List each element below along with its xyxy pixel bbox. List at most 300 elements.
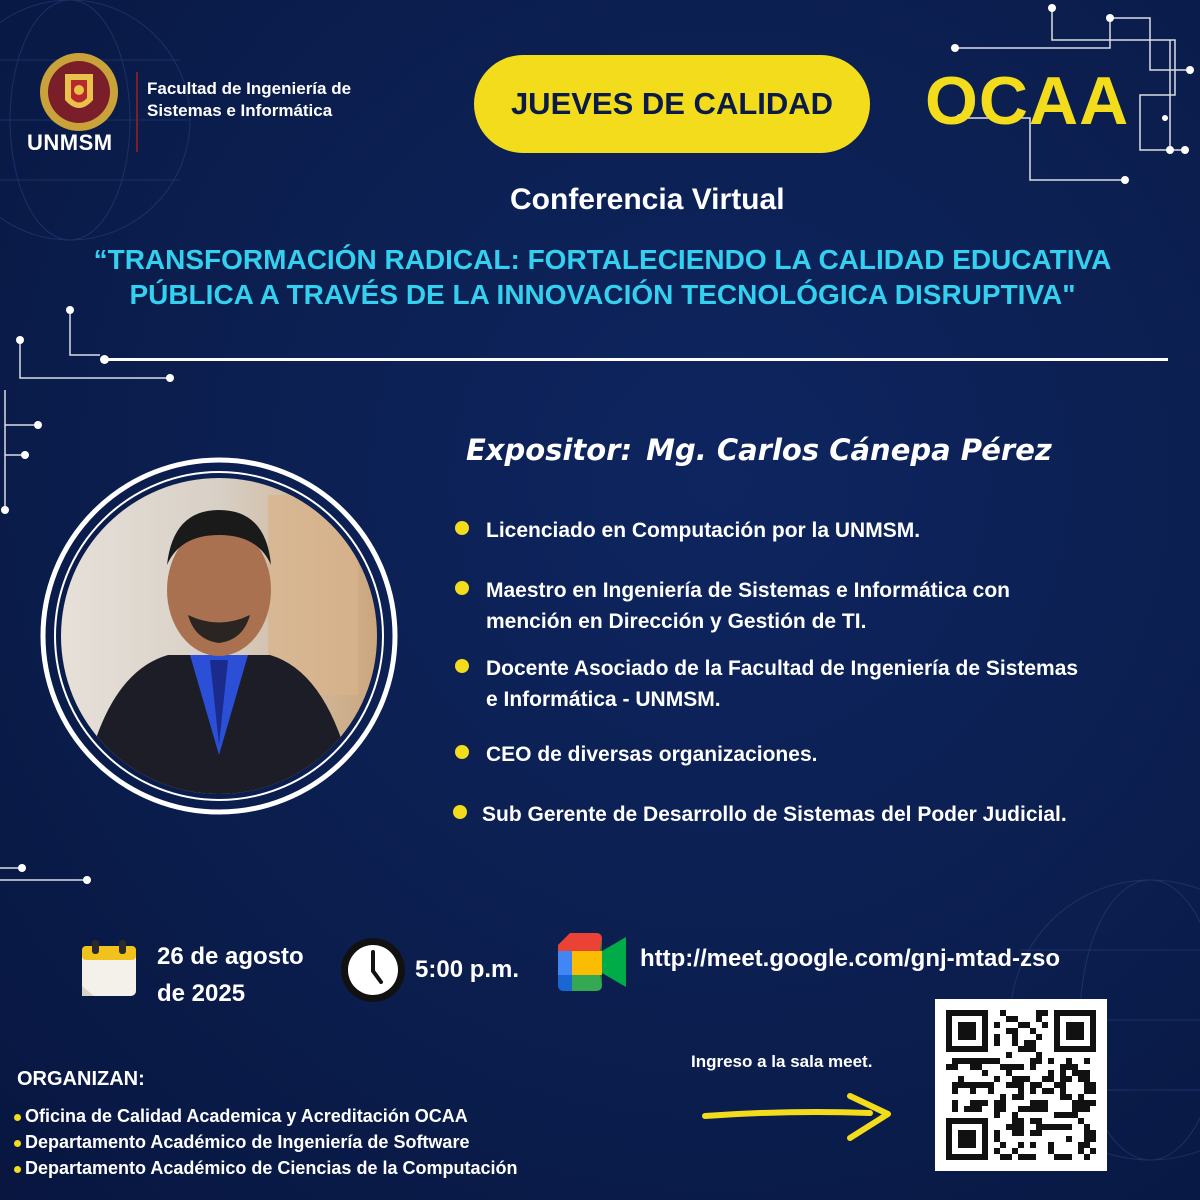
logo-divider — [136, 72, 138, 152]
qr-module — [1018, 1022, 1024, 1028]
qr-module — [964, 1130, 970, 1136]
qr-module — [1024, 1046, 1030, 1052]
qr-module — [982, 1070, 988, 1076]
qr-module — [1018, 1082, 1024, 1088]
qr-module — [994, 1076, 1000, 1082]
qr-module — [964, 1082, 970, 1088]
qr-module — [946, 1034, 952, 1040]
qr-module — [1084, 1106, 1090, 1112]
qr-module — [946, 1028, 952, 1034]
qr-module — [1084, 1070, 1090, 1076]
google-meet-icon — [556, 931, 628, 993]
qr-module — [994, 1106, 1000, 1112]
qr-module — [1066, 1028, 1072, 1034]
qr-module — [1066, 1046, 1072, 1052]
qr-module — [1000, 1094, 1006, 1100]
qr-module — [964, 1106, 970, 1112]
qr-module — [1030, 1064, 1036, 1070]
qr-module — [982, 1130, 988, 1136]
qr-module — [1018, 1130, 1024, 1136]
qr-module — [1072, 1034, 1078, 1040]
qr-module — [1048, 1148, 1054, 1154]
qr-module — [976, 1010, 982, 1016]
qr-module — [970, 1154, 976, 1160]
qr-module — [1030, 1130, 1036, 1136]
qr-module — [1084, 1076, 1090, 1082]
qr-module — [988, 1088, 994, 1094]
qr-module — [1036, 1034, 1042, 1040]
qr-module — [1060, 1046, 1066, 1052]
qr-module — [1030, 1088, 1036, 1094]
qr-module — [1084, 1100, 1090, 1106]
qr-module — [1006, 1028, 1012, 1034]
qr-module — [1036, 1058, 1042, 1064]
qr-module — [1000, 1064, 1006, 1070]
qr-module — [1012, 1124, 1018, 1130]
qr-module — [1048, 1124, 1054, 1130]
qr-module — [1024, 1154, 1030, 1160]
title-divider — [102, 358, 1168, 361]
qr-module — [1012, 1064, 1018, 1070]
qr-module — [958, 1028, 964, 1034]
qr-module — [1090, 1010, 1096, 1016]
qr-module — [1006, 1154, 1012, 1160]
qr-module — [1000, 1106, 1006, 1112]
qr-module — [946, 1118, 952, 1124]
qr-module — [1084, 1058, 1090, 1064]
qr-module — [1018, 1088, 1024, 1094]
bullet-dot — [455, 581, 469, 595]
qr-module — [958, 1058, 964, 1064]
qr-module — [1012, 1028, 1018, 1034]
qr-module — [1060, 1076, 1066, 1082]
qr-module — [1018, 1046, 1024, 1052]
qr-module — [1042, 1124, 1048, 1130]
qr-module — [1060, 1082, 1066, 1088]
qr-module — [1084, 1088, 1090, 1094]
qr-module — [1024, 1076, 1030, 1082]
qr-module — [964, 1010, 970, 1016]
organizers-title: ORGANIZAN: — [17, 1068, 145, 1090]
qr-module — [1036, 1010, 1042, 1016]
qr-module — [982, 1040, 988, 1046]
qr-module — [958, 1010, 964, 1016]
qr-module — [1072, 1010, 1078, 1016]
qr-module — [1030, 1118, 1036, 1124]
qr-module — [1054, 1034, 1060, 1040]
qr-module — [958, 1154, 964, 1160]
qr-module — [1066, 1022, 1072, 1028]
qr-module — [970, 1088, 976, 1094]
qr-module — [970, 1082, 976, 1088]
qr-module — [1078, 1094, 1084, 1100]
qr-module — [1018, 1064, 1024, 1070]
qr-module — [1072, 1022, 1078, 1028]
qr-module — [1036, 1100, 1042, 1106]
qr-module — [946, 1064, 952, 1070]
qr-module — [1078, 1148, 1084, 1154]
qr-module — [1084, 1136, 1090, 1142]
qr-module — [982, 1100, 988, 1106]
qr-module — [1090, 1088, 1096, 1094]
qr-module — [1078, 1022, 1084, 1028]
qr-module — [976, 1154, 982, 1160]
qr-module — [952, 1088, 958, 1094]
qr-module — [1012, 1082, 1018, 1088]
meet-link[interactable]: http://meet.google.com/gnj-mtad-zso — [640, 945, 1060, 972]
qr-module — [1036, 1130, 1042, 1136]
qr-module — [1036, 1118, 1042, 1124]
qr-module — [994, 1040, 1000, 1046]
qr-module — [982, 1118, 988, 1124]
qr-module — [1072, 1070, 1078, 1076]
qr-module — [964, 1142, 970, 1148]
speaker-name: Mg. Carlos Cánepa Pérez — [646, 433, 1052, 467]
qr-module — [1006, 1064, 1012, 1070]
meet-qr-code[interactable] — [935, 999, 1107, 1171]
qr-module — [958, 1142, 964, 1148]
event-poster: UNMSM Facultad de Ingeniería de Sistemas e Informática JUEVES DE CALIDAD OCAA Conferencia Virtual “TRANSFORMACIÓN RADICAL: FORTALECIENDO LA CALIDAD EDUCATIVA PÚBLICA A TRAVÉS DE LA INNOVACIÓN TECNOLÓGICA DISRUPTIVA" Expositor: Mg. Carlos Cánepa Pérez Licenciado en Computación por la UNMSM. Maestro en Ingeniería de Sistemas e Informática con mención en Dirección y Gestión de TI. Docente Asociado de la Facultad de Ingeniería de Sistemas e Informática - UNMSM. CEO de diversas organizaciones. Sub Gerente de Desarrollo de Sistemas del Poder Judicial. 26 de agosto de 2025 5:00 p.m. http://meet.google.com/gnj-mtad-zso ORGANIZAN: Oficina de Calidad Academica y Acreditación OCAA Departamento Académico de Ingeniería de Software Departamento Académico de Ciencias de la Computación Ingreso a la sala meet. — [0, 0, 1200, 1200]
qr-module — [946, 1040, 952, 1046]
qr-module — [1030, 1082, 1036, 1088]
qr-module — [1030, 1040, 1036, 1046]
qr-module — [982, 1010, 988, 1016]
qr-module — [946, 1010, 952, 1016]
qr-module — [982, 1016, 988, 1022]
qr-module — [1000, 1010, 1006, 1016]
qr-module — [1018, 1124, 1024, 1130]
qr-module — [976, 1106, 982, 1112]
qr-code-pattern — [935, 999, 1107, 1171]
qr-module — [1018, 1076, 1024, 1082]
qr-module — [1072, 1100, 1078, 1106]
qr-module — [1078, 1046, 1084, 1052]
qr-module — [1066, 1058, 1072, 1064]
qr-module — [958, 1082, 964, 1088]
qr-module — [982, 1028, 988, 1034]
qr-module — [1078, 1070, 1084, 1076]
qr-module — [1066, 1094, 1072, 1100]
qr-module — [952, 1046, 958, 1052]
qr-module — [1090, 1028, 1096, 1034]
qr-module — [958, 1046, 964, 1052]
bullet-dot — [455, 745, 469, 759]
qr-module — [1006, 1016, 1012, 1022]
qr-module — [1060, 1070, 1066, 1076]
qr-module — [1012, 1034, 1018, 1040]
qr-module — [952, 1058, 958, 1064]
qr-module — [1042, 1010, 1048, 1016]
qr-module — [1060, 1094, 1066, 1100]
qr-module — [1036, 1016, 1042, 1022]
bullet-dot — [455, 521, 469, 535]
qr-module — [1078, 1028, 1084, 1034]
qr-module — [1066, 1136, 1072, 1142]
calendar-icon — [80, 938, 138, 998]
qr-module — [958, 1022, 964, 1028]
qr-module — [1024, 1106, 1030, 1112]
qr-module — [1012, 1094, 1018, 1100]
qr-module — [1012, 1112, 1018, 1118]
qr-module — [970, 1010, 976, 1016]
qr-module — [1048, 1076, 1054, 1082]
qr-module — [982, 1022, 988, 1028]
qr-module — [1072, 1064, 1078, 1070]
qr-module — [946, 1016, 952, 1022]
organizers-list — [14, 1103, 517, 1181]
speaker-photo — [38, 455, 400, 817]
qr-module — [1072, 1112, 1078, 1118]
qr-module — [952, 1106, 958, 1112]
qr-module — [1072, 1028, 1078, 1034]
qr-module — [958, 1130, 964, 1136]
qr-module — [1054, 1154, 1060, 1160]
qr-module — [1042, 1022, 1048, 1028]
qr-module — [1018, 1142, 1024, 1148]
qr-module — [1060, 1088, 1066, 1094]
qr-module — [1018, 1094, 1024, 1100]
qr-module — [1084, 1130, 1090, 1136]
qr-module — [1066, 1034, 1072, 1040]
qr-module — [1066, 1076, 1072, 1082]
qr-module — [1090, 1034, 1096, 1040]
qr-module — [1054, 1022, 1060, 1028]
qr-module — [976, 1064, 982, 1070]
qr-module — [1084, 1124, 1090, 1130]
qr-module — [1000, 1100, 1006, 1106]
qr-module — [1042, 1100, 1048, 1106]
qr-module — [1078, 1076, 1084, 1082]
qr-module — [1036, 1052, 1042, 1058]
qr-module — [982, 1148, 988, 1154]
qr-module — [970, 1136, 976, 1142]
qr-module — [1090, 1100, 1096, 1106]
qr-module — [982, 1124, 988, 1130]
qr-module — [1078, 1100, 1084, 1106]
qr-module — [946, 1136, 952, 1142]
qr-module — [1030, 1046, 1036, 1052]
qr-module — [1072, 1046, 1078, 1052]
qr-module — [946, 1130, 952, 1136]
qr-module — [976, 1082, 982, 1088]
event-date: 26 de agosto de 2025 — [157, 943, 304, 1007]
qr-module — [952, 1154, 958, 1160]
qr-module — [982, 1082, 988, 1088]
qr-module — [958, 1136, 964, 1142]
qr-module — [958, 1034, 964, 1040]
qr-module — [976, 1046, 982, 1052]
qr-module — [958, 1076, 964, 1082]
qr-module — [1024, 1022, 1030, 1028]
qr-module — [1060, 1154, 1066, 1160]
qr-module — [1030, 1028, 1036, 1034]
qr-label: Ingreso a la sala meet. — [691, 1052, 873, 1071]
qr-module — [1048, 1088, 1054, 1094]
qr-module — [1054, 1046, 1060, 1052]
qr-module — [1012, 1130, 1018, 1136]
qr-module — [982, 1154, 988, 1160]
qr-module — [970, 1046, 976, 1052]
qr-module — [994, 1022, 1000, 1028]
qr-module — [994, 1148, 1000, 1154]
conference-type-text: Conferencia Virtual — [510, 183, 785, 216]
qr-module — [964, 1022, 970, 1028]
qr-module — [1078, 1106, 1084, 1112]
qr-module — [946, 1046, 952, 1052]
qr-module — [1060, 1112, 1066, 1118]
qr-module — [946, 1124, 952, 1130]
qr-module — [994, 1130, 1000, 1136]
qr-module — [1030, 1142, 1036, 1148]
qr-module — [1078, 1142, 1084, 1148]
qr-module — [1078, 1034, 1084, 1040]
qr-module — [970, 1130, 976, 1136]
qr-module — [1036, 1106, 1042, 1112]
qr-module — [976, 1118, 982, 1124]
qr-module — [1030, 1058, 1036, 1064]
qr-module — [1006, 1124, 1012, 1130]
qr-module — [994, 1136, 1000, 1142]
qr-module — [1018, 1154, 1024, 1160]
speaker-heading — [466, 433, 1052, 467]
qr-module — [1012, 1016, 1018, 1022]
qr-module — [970, 1100, 976, 1106]
qr-module — [1012, 1118, 1018, 1124]
qr-module — [1090, 1082, 1096, 1088]
qr-module — [946, 1022, 952, 1028]
qr-module — [994, 1034, 1000, 1040]
qr-module — [1078, 1118, 1084, 1124]
qr-module — [1090, 1148, 1096, 1154]
qr-module — [1000, 1142, 1006, 1148]
qr-module — [1072, 1106, 1078, 1112]
qr-module — [1042, 1076, 1048, 1082]
qr-module — [1084, 1046, 1090, 1052]
qr-module — [964, 1154, 970, 1160]
jueves-de-calidad-badge: JUEVES DE CALIDAD — [474, 55, 870, 153]
qr-module — [1012, 1040, 1018, 1046]
qr-module — [982, 1142, 988, 1148]
qr-module — [1036, 1124, 1042, 1130]
qr-module — [970, 1142, 976, 1148]
qr-module — [1066, 1124, 1072, 1130]
qr-module — [1006, 1052, 1012, 1058]
list-item: Departamento Académico de Ciencias de la Computación — [14, 1155, 517, 1181]
qr-module — [1054, 1016, 1060, 1022]
qr-module — [1066, 1154, 1072, 1160]
qr-module — [982, 1136, 988, 1142]
qr-module — [1090, 1046, 1096, 1052]
qr-module — [1090, 1130, 1096, 1136]
unmsm-seal-logo — [38, 50, 120, 134]
qr-module — [1084, 1142, 1090, 1148]
qr-module — [1036, 1082, 1042, 1088]
qr-module — [982, 1034, 988, 1040]
qr-module — [1084, 1082, 1090, 1088]
qr-module — [1018, 1118, 1024, 1124]
qr-module — [1024, 1040, 1030, 1046]
qr-module — [970, 1028, 976, 1034]
qr-module — [1090, 1040, 1096, 1046]
qr-module — [1060, 1064, 1066, 1070]
qr-module — [1030, 1154, 1036, 1160]
qr-module — [994, 1112, 1000, 1118]
qr-module — [1012, 1076, 1018, 1082]
bullet-dot — [455, 659, 469, 673]
qr-module — [946, 1148, 952, 1154]
qr-module — [1048, 1070, 1054, 1076]
qr-module — [1006, 1070, 1012, 1076]
qr-module — [1054, 1010, 1060, 1016]
qr-module — [952, 1010, 958, 1016]
qr-module — [976, 1058, 982, 1064]
qr-module — [970, 1022, 976, 1028]
qr-module — [964, 1136, 970, 1142]
qr-module — [970, 1058, 976, 1064]
qr-module — [952, 1064, 958, 1070]
qr-module — [1078, 1010, 1084, 1016]
qr-module — [1000, 1154, 1006, 1160]
qr-module — [1054, 1040, 1060, 1046]
qr-module — [946, 1142, 952, 1148]
qr-module — [952, 1118, 958, 1124]
qr-module — [1054, 1028, 1060, 1034]
qr-module — [976, 1100, 982, 1106]
qr-module — [1012, 1148, 1018, 1154]
bullet-dot — [453, 805, 467, 819]
qr-module — [964, 1034, 970, 1040]
qr-module — [1084, 1010, 1090, 1016]
faculty-name: Facultad de Ingeniería de Sistemas e Informática — [147, 79, 352, 120]
qr-module — [982, 1046, 988, 1052]
qr-module — [1084, 1154, 1090, 1160]
qr-module — [1090, 1016, 1096, 1022]
qr-module — [994, 1100, 1000, 1106]
qr-module — [970, 1118, 976, 1124]
qr-module — [1066, 1010, 1072, 1016]
qr-module — [1060, 1010, 1066, 1016]
qr-module — [1090, 1136, 1096, 1142]
qr-module — [1048, 1142, 1054, 1148]
qr-module — [1018, 1106, 1024, 1112]
logo-text: UNMSM — [27, 130, 113, 155]
list-item: Oficina de Calidad Academica y Acreditación OCAA — [14, 1103, 517, 1129]
qr-module — [964, 1046, 970, 1052]
speaker-label: Expositor: — [466, 433, 633, 467]
qr-module — [1030, 1100, 1036, 1106]
qr-module — [964, 1118, 970, 1124]
arrow-right-icon — [700, 1090, 895, 1150]
qr-module — [1066, 1112, 1072, 1118]
qr-module — [970, 1034, 976, 1040]
qr-module — [1060, 1124, 1066, 1130]
clock-icon — [339, 936, 407, 1004]
qr-module — [964, 1058, 970, 1064]
qr-module — [964, 1028, 970, 1034]
qr-module — [982, 1058, 988, 1064]
qr-module — [1054, 1112, 1060, 1118]
qr-module — [952, 1082, 958, 1088]
conference-title: “TRANSFORMACIÓN RADICAL: FORTALECIENDO LA CALIDAD EDUCATIVA PÚBLICA A TRAVÉS DE LA INNOVACIÓN TECNOLÓGICA DISRUPTIVA" — [93, 244, 1112, 310]
qr-module — [1066, 1064, 1072, 1070]
qr-module — [1042, 1088, 1048, 1094]
qr-module — [1054, 1124, 1060, 1130]
qr-module — [1042, 1106, 1048, 1112]
qr-module — [952, 1100, 958, 1106]
qr-module — [1090, 1022, 1096, 1028]
qr-module — [1054, 1082, 1060, 1088]
qr-module — [988, 1082, 994, 1088]
